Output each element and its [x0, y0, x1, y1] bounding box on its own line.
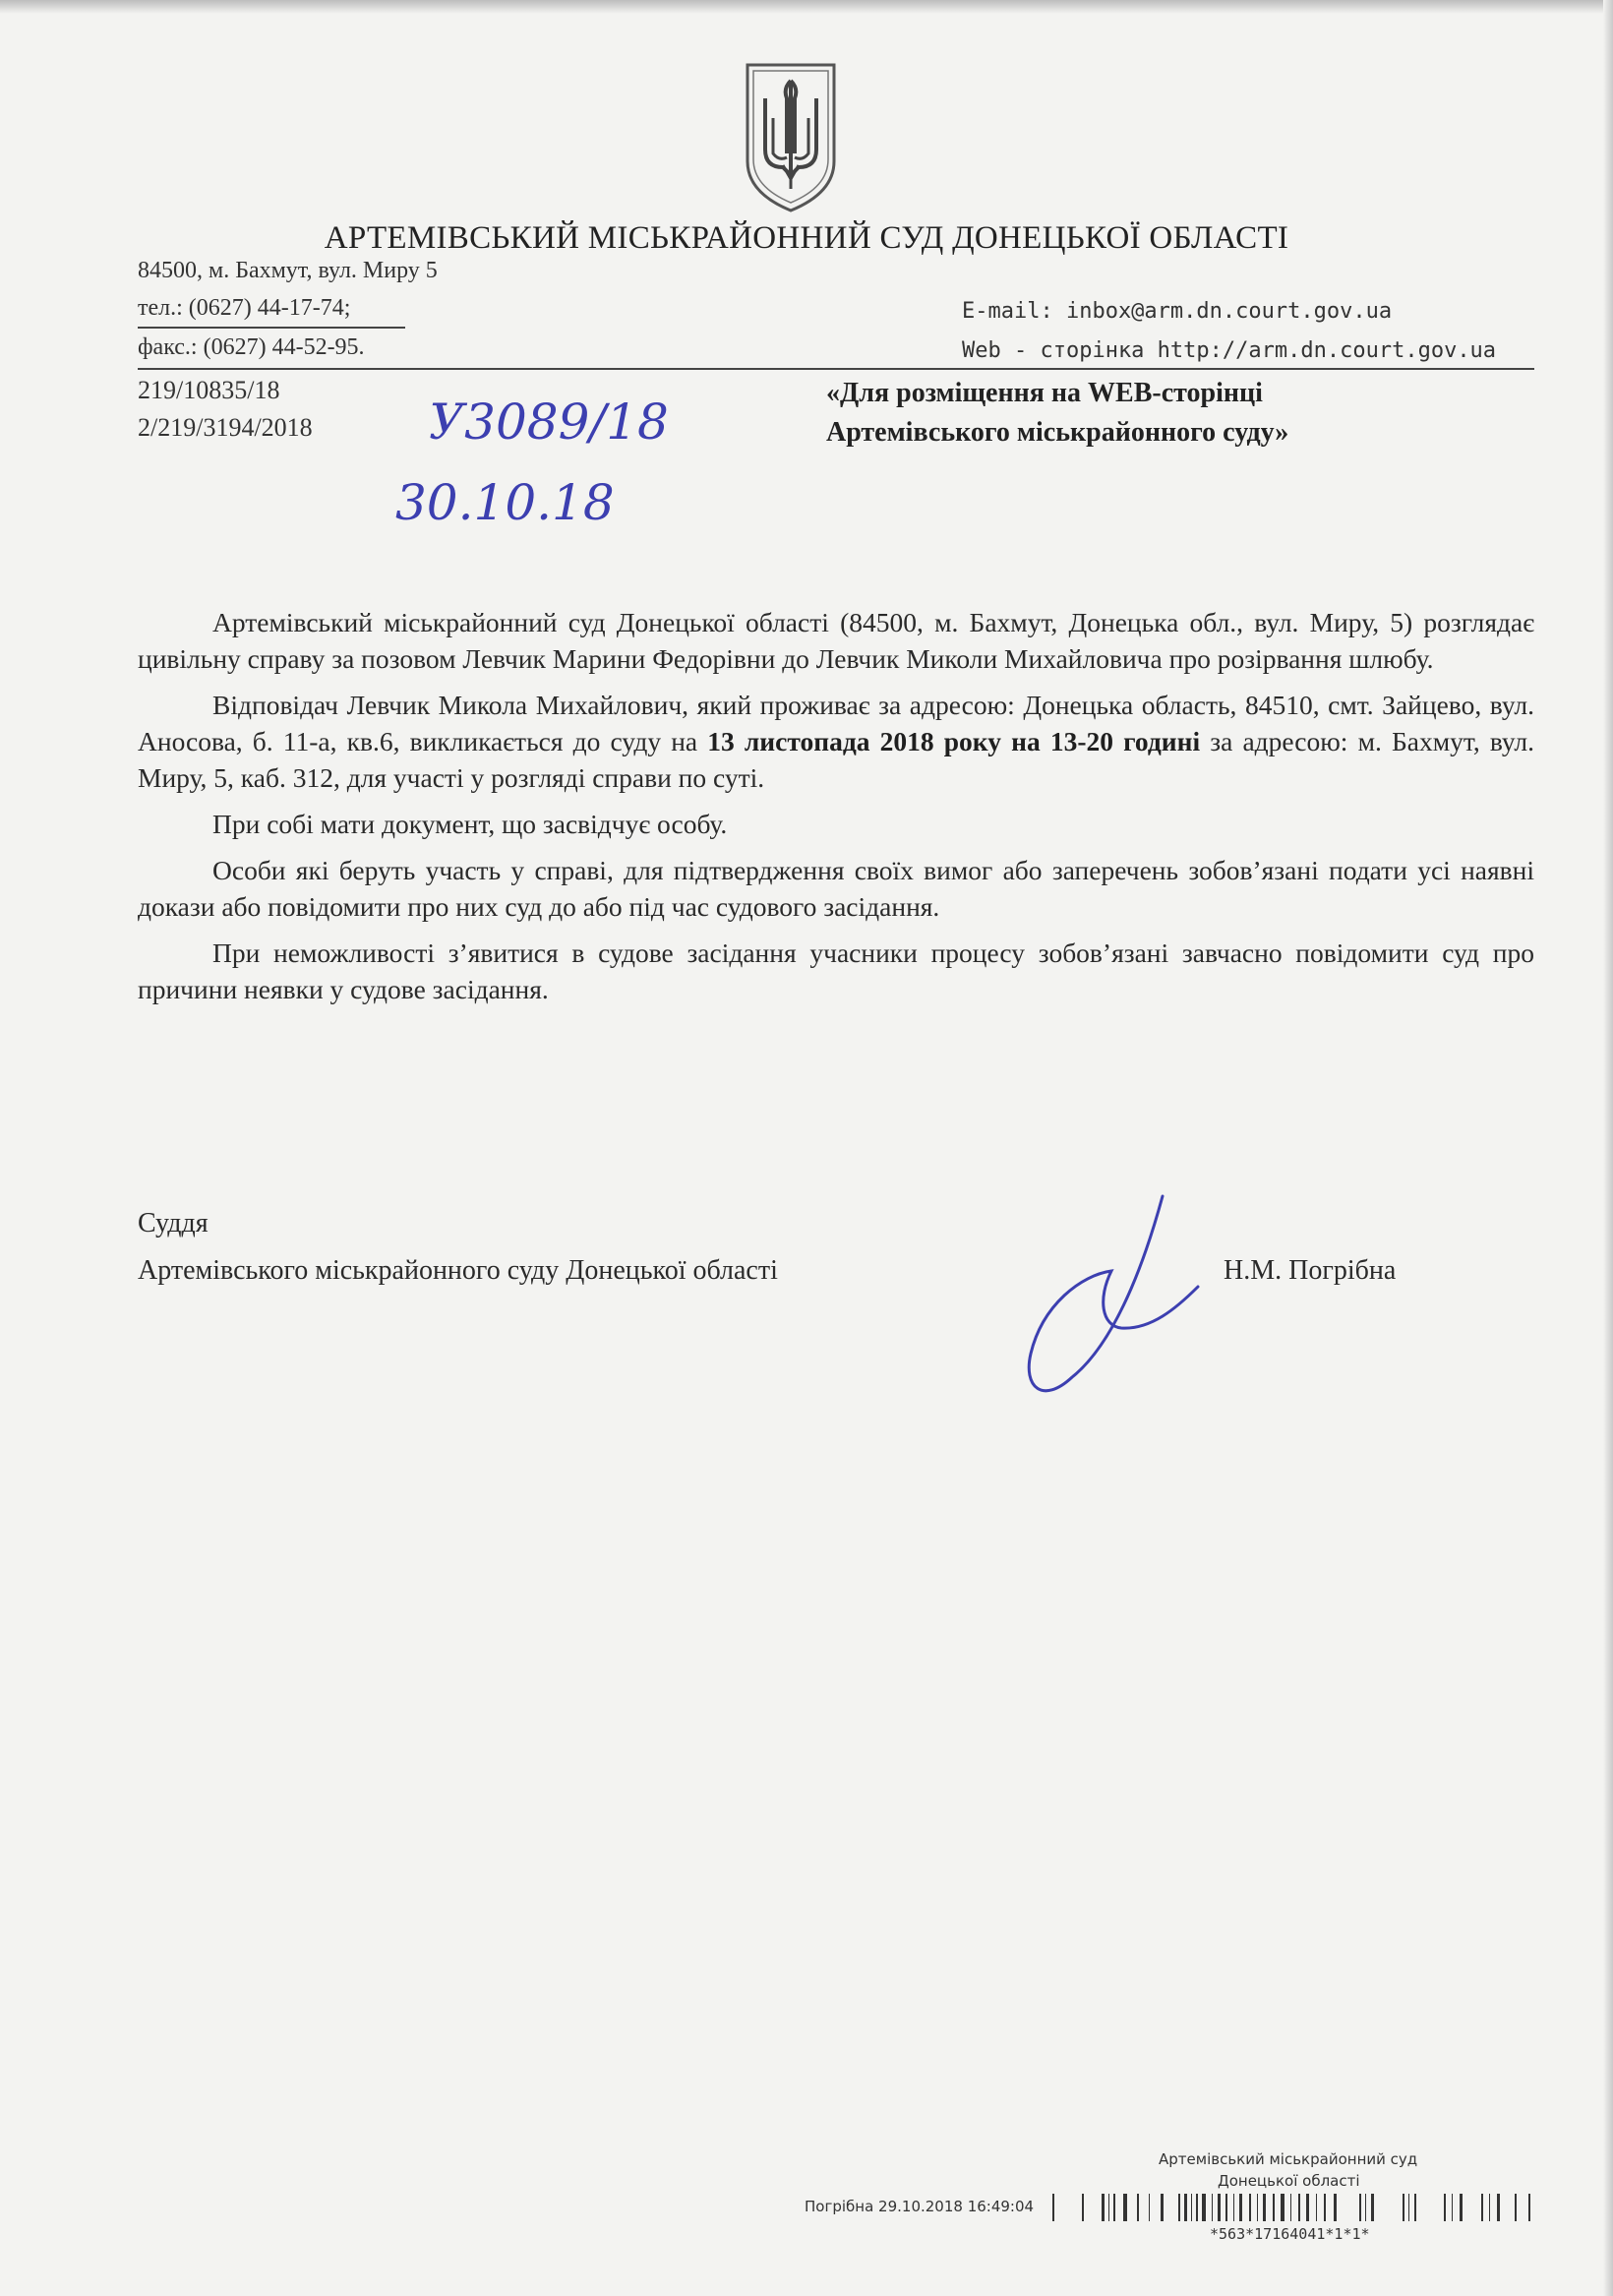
court-website: Web - сторінка http://arm.dn.court.gov.ua — [962, 338, 1497, 363]
barcode-number: *563*17164041*1*1* — [1210, 2225, 1370, 2243]
judge-court: Артемівського міськрайонного суду Донецької області — [138, 1255, 778, 1286]
case-number: 219/10835/18 — [138, 376, 280, 404]
hearing-datetime: 13 листопада 2018 року на 13-20 годині — [707, 726, 1201, 756]
summons-body — [138, 604, 1534, 1017]
paragraph-absence-notice: При неможливості з’явитися в судове засідання учасники процесу зобов’язані завчасно повідомити суд про причини неявки у судове засідання. — [138, 937, 1534, 1004]
registration-stamp: Погрібна 29.10.2018 16:49:04 — [805, 2198, 1035, 2215]
header-divider — [138, 368, 1534, 370]
registration-court-line-1: Артемівський міськрайонний суд — [1159, 2150, 1418, 2168]
court-title: АРТЕМІВСЬКИЙ МІСЬКРАЙОННИЙ СУД ДОНЕЦЬКОЇ ОБЛАСТІ — [324, 220, 1289, 256]
judge-signature — [1003, 1180, 1229, 1417]
registration-barcode — [1052, 2192, 1534, 2223]
scan-edge-top — [0, 0, 1613, 14]
header-underline-phone — [138, 327, 405, 329]
coat-of-arms-icon — [744, 59, 838, 214]
paragraph-summons: Відповідач Левчик Микола Михайлович, який проживає за адресою: Донецька область, 84510, смт. Зайцево, вул. Аносова, б. 11-а, кв.6, викликається до суду на 13 листопада 2018 року на 13-20 годині за адресою: м. Бахмут, вул. Миру, 5, каб. 312, для участі у розгляді справи по суті. — [138, 690, 1534, 793]
registration-court-line-2: Донецької області — [1218, 2172, 1360, 2190]
court-address: 84500, м. Бахмут, вул. Миру 5 — [138, 258, 438, 283]
handwritten-incoming-number: У3089/18 — [429, 393, 669, 451]
scan-edge-right — [1603, 0, 1613, 2296]
proceeding-number: 2/219/3194/2018 — [138, 413, 313, 442]
court-fax: факс.: (0627) 44-52-95. — [138, 334, 365, 360]
paragraph-evidence: Особи які беруть участь у справі, для підтвердження своїх вимог або заперечень зобов’язані подати усі наявні докази або повідомити про них суд до або під час судового засідання. — [138, 855, 1534, 922]
judge-role: Суддя — [138, 1208, 209, 1239]
web-note-line-2: Артемівського міськрайонного суду» — [826, 417, 1289, 448]
court-email: E-mail: inbox@arm.dn.court.gov.ua — [962, 299, 1393, 324]
court-phone: тел.: (0627) 44-17-74; — [138, 295, 351, 321]
judge-name: Н.М. Погрібна — [1224, 1255, 1397, 1286]
web-publication-note — [826, 374, 1288, 453]
web-note-line-1: «Для розміщення на WEB-сторінці — [826, 378, 1263, 408]
paragraph-case-description: Артемівський міськрайонний суд Донецької області (84500, м. Бахмут, Донецька обл., вул. Миру, 5) розглядає цивільну справу за позовом Левчик Марини Федорівни до Левчик Миколи Михайловича про розірвання шлюбу. — [138, 607, 1534, 674]
handwritten-date: 30.10.18 — [395, 474, 615, 531]
paragraph-id-document: При собі мати документ, що засвідчує особу. — [212, 809, 728, 839]
